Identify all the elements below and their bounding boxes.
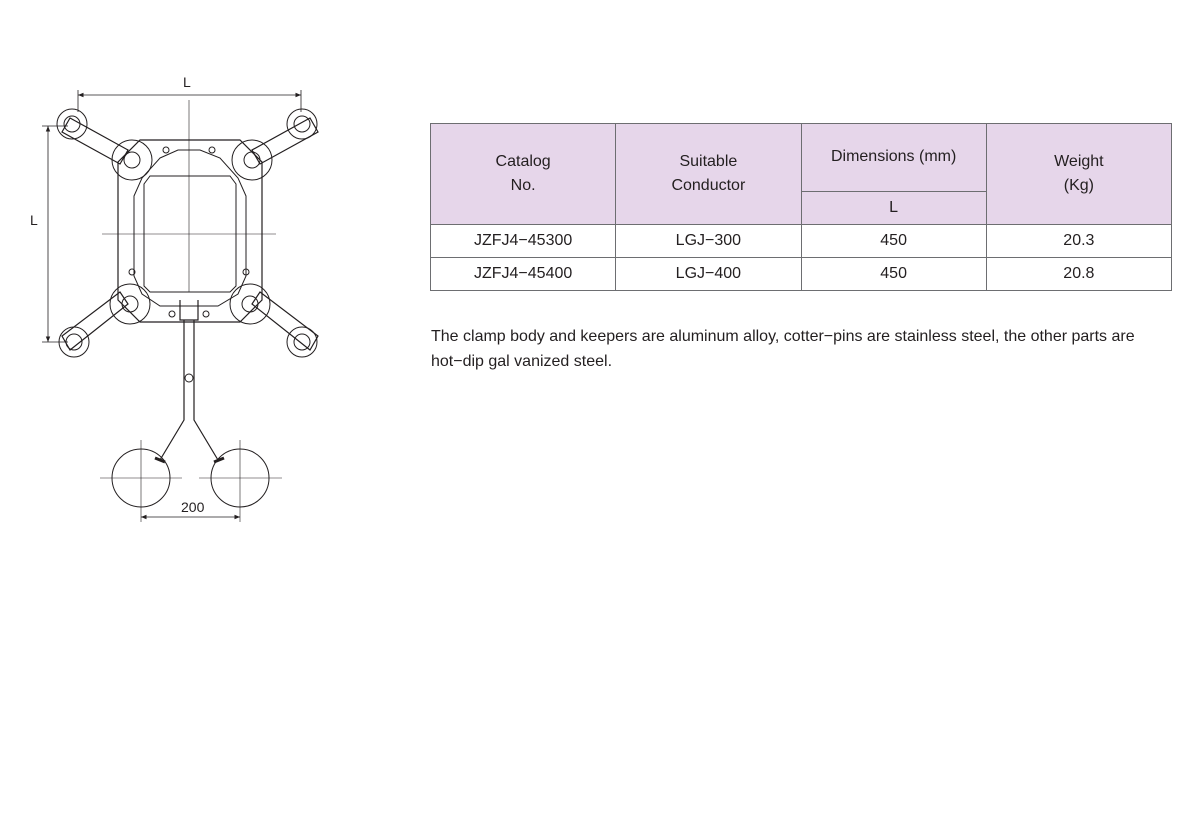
- header-catalog: [431, 124, 616, 225]
- header-conductor: [616, 124, 801, 225]
- header-weight-line2: (Kg): [1063, 177, 1094, 194]
- cell-weight: 20.8: [986, 258, 1171, 291]
- header-conductor-line1: Suitable: [679, 153, 738, 170]
- table-row: [431, 225, 1172, 258]
- cell-conductor: LGJ−300: [616, 225, 801, 258]
- cell-length: 450: [801, 225, 986, 258]
- header-weight: [986, 124, 1171, 225]
- dim-label-bottom: 200: [181, 499, 205, 515]
- specification-table: [430, 123, 1172, 291]
- material-note: [431, 324, 1176, 374]
- header-dimensions-l: L: [801, 191, 986, 224]
- cell-catalog: JZFJ4−45300: [431, 225, 616, 258]
- cell-weight: 20.3: [986, 225, 1171, 258]
- header-conductor-line2: Conductor: [671, 177, 746, 194]
- cell-conductor: LGJ−400: [616, 258, 801, 291]
- cell-catalog: JZFJ4−45400: [431, 258, 616, 291]
- table-row: [431, 258, 1172, 291]
- header-catalog-line1: Catalog: [495, 153, 551, 170]
- cell-length: 450: [801, 258, 986, 291]
- material-note-line1: The clamp body and keepers are aluminum alloy, cotter−pins are stainless steel, the other parts are: [431, 328, 1135, 345]
- header-weight-line1: Weight: [1054, 153, 1104, 170]
- dim-label-top: L: [183, 74, 191, 90]
- header-catalog-line2: No.: [510, 177, 536, 194]
- material-note-line2: hot−dip gal vanized steel.: [431, 353, 613, 370]
- dim-label-left: L: [30, 212, 38, 228]
- header-dimensions: Dimensions (mm): [801, 124, 986, 192]
- spacer-drawing: [0, 0, 400, 560]
